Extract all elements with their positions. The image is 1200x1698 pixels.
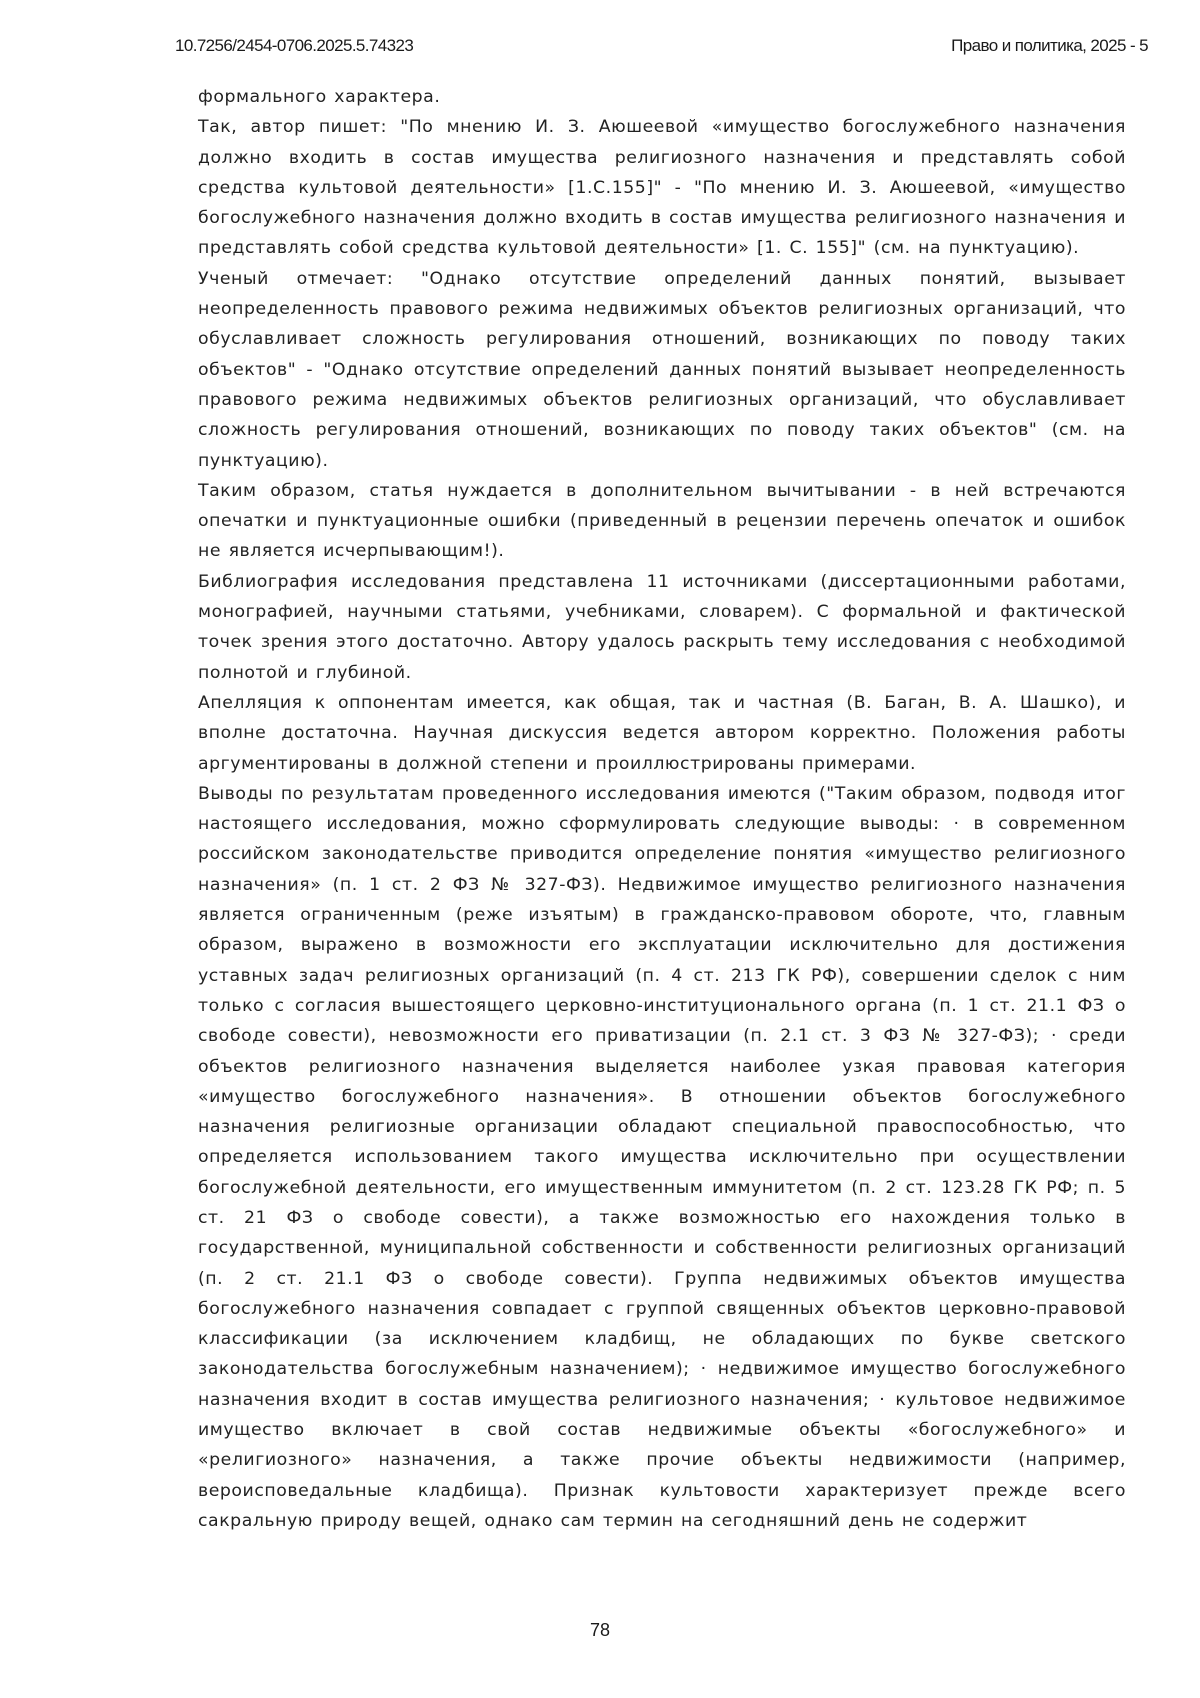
paragraph: Апелляция к оппонентам имеется, как общая, так и частная (В. Баган, В. А. Шашко), и вполне достаточна. Научная дискуссия ведется автором корректно. Положения работы аргументированы в должной степени и проиллюстрированы примерами. [198, 688, 1126, 779]
article-body [198, 82, 1126, 1536]
journal-label: Право и политика, 2025 - 5 [951, 36, 1148, 56]
running-header [175, 36, 1148, 56]
page-number: 78 [0, 1620, 1200, 1641]
paragraph: Ученый отмечает: "Однако отсутствие определений данных понятий, вызывает неопределенность правового режима недвижимых объектов религиозных организаций, что обуславливает сложность регулирования отношений, возникающих по поводу таких объектов" - "Однако отсутствие определений данных понятий вызывает неопределенность правового режима недвижимых объектов религиозных организаций, что обуславливает сложность регулирования отношений, возникающих по поводу таких объектов" (см. на пунктуацию). [198, 264, 1126, 476]
paragraph: Библиография исследования представлена 11 источниками (диссертационными работами, монографией, научными статьями, учебниками, словарем). С формальной и фактической точек зрения этого достаточно. Автору удалось раскрыть тему исследования с необходимой полнотой и глубиной. [198, 567, 1126, 688]
paragraph: формального характера. [198, 82, 1126, 112]
paragraph: Выводы по результатам проведенного исследования имеются ("Таким образом, подводя итог настоящего исследования, можно сформулировать следующие выводы: · в современном российском законодательстве приводится определение понятия «имущество религиозного назначения» (п. 1 ст. 2 ФЗ № 327-ФЗ). Недвижимое имущество религиозного назначения является ограниченным (реже изъятым) в гражданско-правовом обороте, что, главным образом, выражено в возможности его эксплуатации исключительно для достижения уставных задач религиозных организаций (п. 4 ст. 213 ГК РФ), совершении сделок с ним только с согласия вышестоящего церковно-институционального органа (п. 1 ст. 21.1 ФЗ о свободе совести), невозможности его приватизации (п. 2.1 ст. 3 ФЗ № 327-ФЗ); · среди объектов религиозного назначения выделяется наиболее узкая правовая категория «имущество богослужебного назначения». В отношении объектов богослужебного назначения религиозные организации обладают специальной правоспособностью, что определяется использованием такого имущества исключительно при осуществлении богослужебной деятельности, его имущественным иммунитетом (п. 2 ст. 123.28 ГК РФ; п. 5 ст. 21 ФЗ о свободе совести), а также возможностью его нахождения только в государственной, муниципальной собственности и собственности религиозных организаций (п. 2 ст. 21.1 ФЗ о свободе совести). Группа недвижимых объектов имущества богослужебного назначения совпадает с группой священных объектов церковно-правовой классификации (за исключением кладбищ, не обладающих по букве светского законодательства богослужебным назначением); · недвижимое имущество богослужебного назначения входит в состав имущества религиозного назначения; · культовое недвижимое имущество включает в свой состав недвижимые объекты «богослужебного» и «религиозного» назначения, а также прочие объекты недвижимости (например, вероисповедальные кладбища). Признак культовости характеризует прежде всего сакральную природу вещей, однако сам термин на сегодняшний день не содержит [198, 779, 1126, 1536]
paragraph: Так, автор пишет: "По мнению И. З. Аюшеевой «имущество богослужебного назначения должно входить в состав имущества религиозного назначения и представлять собой средства культовой деятельности» [1.С.155]" - "По мнению И. З. Аюшеевой, «имущество богослужебного назначения должно входить в состав имущества религиозного назначения и представлять собой средства культовой деятельности» [1. С. 155]" (см. на пунктуацию). [198, 112, 1126, 263]
doi-label: 10.7256/2454-0706.2025.5.74323 [175, 36, 413, 56]
paragraph: Таким образом, статья нуждается в дополнительном вычитывании - в ней встречаются опечатки и пунктуационные ошибки (приведенный в рецензии перечень опечаток и ошибок не является исчерпывающим!). [198, 476, 1126, 567]
